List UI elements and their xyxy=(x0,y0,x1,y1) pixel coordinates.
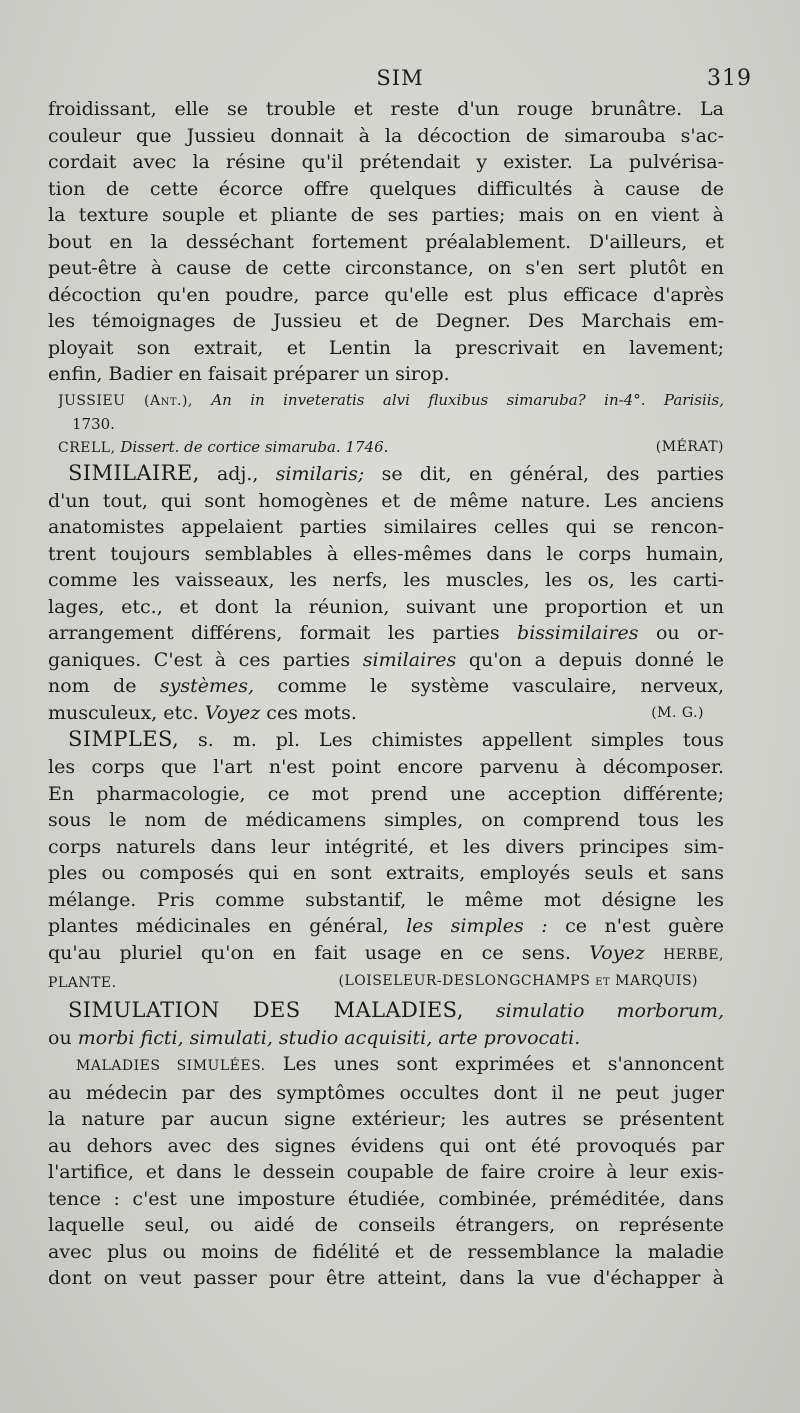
text-line: froidissant, elle se trouble et reste d'un rouge brunâtre. La xyxy=(48,98,724,120)
cross-reference: Voyez xyxy=(204,701,261,724)
text-line: ples ou composés qui en sont extraits, employés seuls et sans xyxy=(48,862,724,885)
text-line: la nature par aucun signe extérieur; les autres se présentent xyxy=(48,1108,724,1131)
text-fragment: se dit, en général, des parties xyxy=(381,463,724,486)
italic-term: similaires xyxy=(362,648,457,671)
text-line: la texture souple et pliante de ses parties; mais on en vient à xyxy=(48,204,724,227)
author-signature: (M. G.) xyxy=(651,704,704,721)
reference-author: JUSSIEU (Ant.), xyxy=(58,393,193,410)
text-fragment: plantes médicinales en général, xyxy=(48,915,389,938)
entry-headword: SIMULATION DES MALADIES, xyxy=(68,997,464,1022)
text-fragment: ces mots. xyxy=(266,701,357,724)
running-title: SIM xyxy=(376,66,424,90)
body-text xyxy=(48,96,724,1292)
text-line: au médecin par des symptômes occultes dont il ne peut juger xyxy=(48,1081,724,1104)
text-line xyxy=(48,647,724,674)
running-header xyxy=(48,66,752,96)
entry-similaire xyxy=(48,460,724,726)
text-fragment: Les unes sont exprimées et s'annoncent xyxy=(282,1053,724,1076)
text-line: avec plus ou moins de fidélité et de ressemblance la maladie xyxy=(48,1240,724,1263)
entry-headword: SIMPLES, xyxy=(68,727,180,752)
text-fragment: ganiques. C'est à ces parties xyxy=(48,648,351,671)
text-line: au dehors avec des signes évidens qui ont été provoqués par xyxy=(48,1134,724,1157)
text-line: tence : c'est une imposture étudiée, combinée, préméditée, dans xyxy=(48,1187,724,1210)
cross-reference-target: HERBE, xyxy=(663,946,724,963)
cross-reference-target: PLANTE. xyxy=(48,975,117,992)
reference-title: Dissert. de cortice simaruba. 1746. xyxy=(120,438,389,457)
text-line: décoction qu'en poudre, parce qu'elle est plus efficace d'après xyxy=(48,283,724,306)
text-line: lages, etc., et dont la réunion, suivant une proportion et un xyxy=(48,595,724,618)
text-line: enfin, Badier en faisait préparer un sirop. xyxy=(48,363,450,386)
text-line: anatomistes appelaient parties similaires celles qui se rencon- xyxy=(48,516,724,539)
entry-first-line xyxy=(48,726,724,754)
latin-term: similaris; xyxy=(275,463,365,486)
entry-first-line xyxy=(48,460,724,488)
text-fragment: qu'au pluriel qu'on en fait usage en ce sens. xyxy=(48,941,571,964)
page-number: 319 xyxy=(707,66,752,91)
text-line: En pharmacologie, ce mot prend une acception différente; xyxy=(48,782,724,805)
reference-author: CRELL, xyxy=(58,440,116,457)
text-line: les corps que l'art n'est point encore parvenu à décomposer. xyxy=(48,756,724,779)
text-line: comme les vaisseaux, les nerfs, les muscles, les os, les carti- xyxy=(48,569,724,592)
italic-term: systèmes, xyxy=(159,675,255,698)
text-fragment: ou or- xyxy=(655,622,724,645)
entry-simulation xyxy=(48,997,724,1292)
references xyxy=(48,388,724,460)
sub-heading: MALADIES SIMULÉES. xyxy=(76,1058,266,1075)
latin-term: simulatio morborum, xyxy=(495,999,724,1022)
text-line: laquelle seul, ou aidé de conseils étrangers, on représente xyxy=(48,1214,724,1237)
reference-title: An in inveteratis alvi fluxibus simaruba? in-4°. Parisiis, xyxy=(211,391,724,410)
text-line xyxy=(48,940,724,969)
text-line xyxy=(48,673,724,700)
entry-simples xyxy=(48,726,724,996)
text-line: cordait avec la résine qu'il prétendait y exister. La pulvérisa- xyxy=(48,151,724,174)
entry-headword: SIMILAIRE, xyxy=(68,461,200,486)
text-line: les témoignages de Jussieu et de Degner. Des Marchais em- xyxy=(48,310,724,333)
text-line: trent toujours semblables à elles-mêmes dans le corps humain, xyxy=(48,542,724,565)
grammar-label: adj., xyxy=(216,463,259,486)
reference-jussieu xyxy=(58,388,724,413)
text-line: sous le nom de médicamens simples, on comprend tous les xyxy=(48,809,724,832)
text-line: peut-être à cause de cette circonstance, on s'en sert plutôt en xyxy=(48,257,724,280)
text-line: bout en la desséchant fortement préalablement. D'ailleurs, et xyxy=(48,230,724,253)
text-line xyxy=(48,968,724,997)
text-fragment: comme le système vasculaire, nerveux, xyxy=(277,675,724,698)
text-fragment: ou xyxy=(48,1026,72,1049)
text-line xyxy=(48,1025,724,1052)
text-line: d'un tout, qui sont homogènes et de même nature. Les anciens xyxy=(48,489,724,512)
text-line xyxy=(48,620,724,647)
continuation-paragraph xyxy=(48,96,724,388)
text-line xyxy=(48,1051,724,1080)
text-line: mélange. Pris comme substantif, le même mot désigne les xyxy=(48,888,724,911)
text-fragment: musculeux, etc. xyxy=(48,701,199,724)
text-fragment: qu'on a depuis donné le xyxy=(468,648,724,671)
text-line: couleur que Jussieu donnait à la décoction de simarouba s'ac- xyxy=(48,124,724,147)
reference-year: 1730. xyxy=(72,415,115,434)
text-line: ployait son extrait, et Lentin la prescrivait en lavement; xyxy=(48,336,724,359)
text-line: l'artifice, et dans le dessein coupable de faire croire à leur exis- xyxy=(48,1161,724,1184)
text-fragment: s. m. pl. Les chimistes appellent simples tous xyxy=(198,729,724,752)
text-fragment: arrangement différens, formait les parties xyxy=(48,622,500,645)
text-line xyxy=(48,700,724,727)
reference-crell xyxy=(58,435,724,460)
text-line: tion de cette écorce offre quelques difficultés à cause de xyxy=(48,177,724,200)
italic-term: bissimilaires xyxy=(517,622,639,645)
entry-first-line xyxy=(48,997,724,1025)
latin-term: morbi ficti, simulati, studio acquisiti, arte provocati. xyxy=(77,1026,581,1049)
text-line: corps naturels dans leur intégrité, et les divers principes sim- xyxy=(48,835,724,858)
author-signature: (LOISELEUR-DESLONGCHAMPS et MARQUIS) xyxy=(338,973,698,990)
text-line: dont on veut passer pour être atteint, dans la vue d'échapper à xyxy=(48,1267,724,1290)
author-signature: (MÉRAT) xyxy=(655,439,724,456)
text-fragment: ce n'est guère xyxy=(565,915,724,938)
cross-reference: Voyez xyxy=(589,941,645,964)
italic-term: les simples : xyxy=(406,915,548,938)
text-fragment: nom de xyxy=(48,675,137,698)
text-line xyxy=(48,913,724,940)
